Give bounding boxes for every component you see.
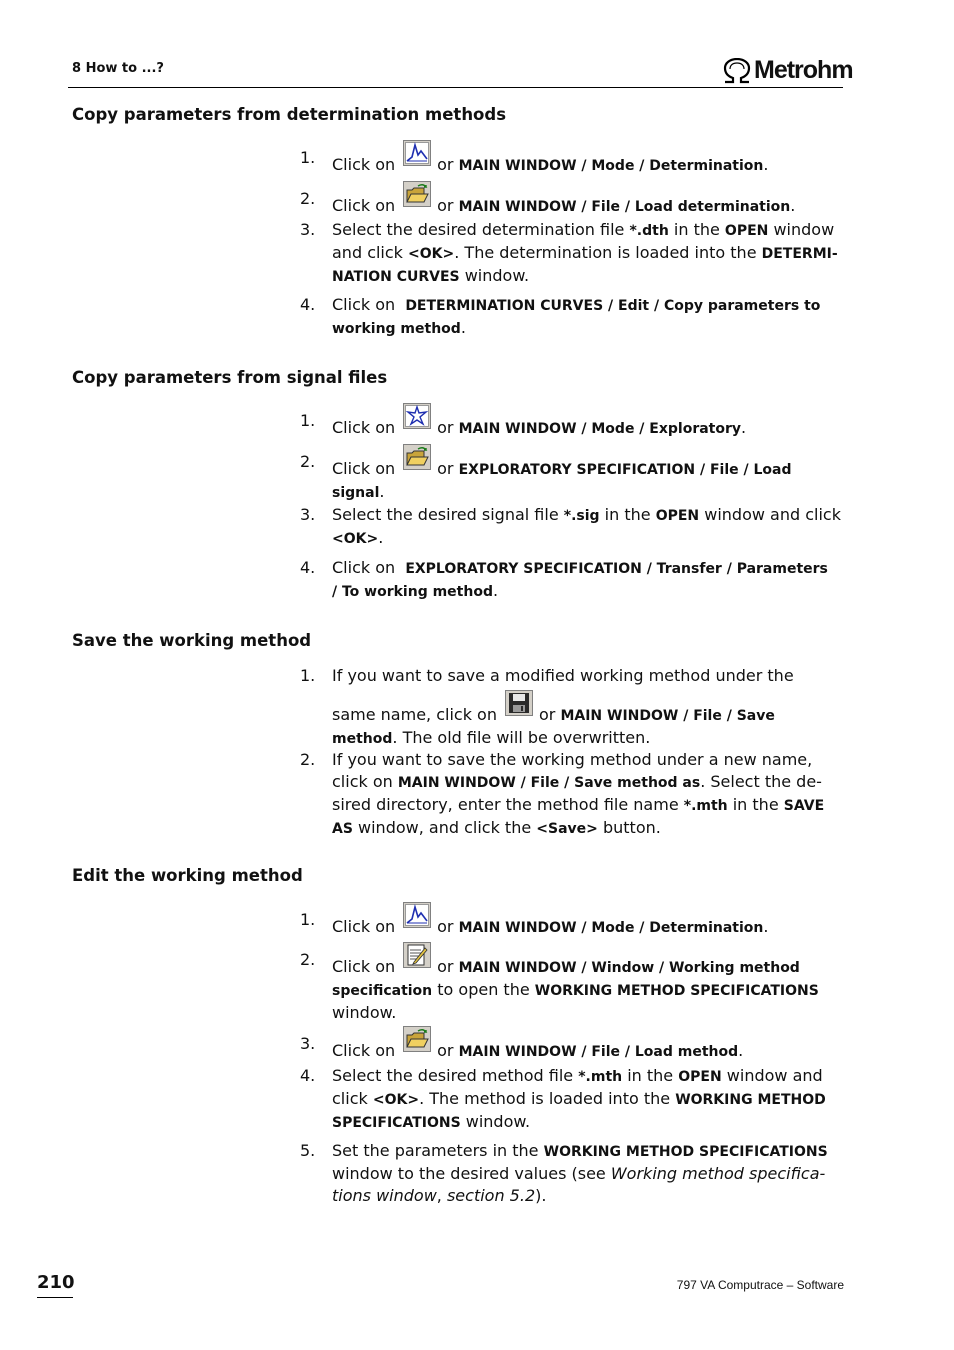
menu-path: MAIN WINDOW / Window / Working method [458, 960, 800, 976]
step-text: Select the desired determination file [332, 220, 625, 239]
exploratory-mode-icon[interactable] [403, 403, 431, 429]
step-number: 5. [300, 1141, 316, 1160]
metrohm-logo [722, 56, 853, 85]
window-name: WORKING METHOD SPECIFICATIONS [534, 983, 819, 999]
step-text: Click on [332, 957, 396, 976]
menu-path: MAIN WINDOW / File / Save [560, 708, 775, 724]
step-text: in the [732, 795, 779, 814]
button-name: <OK> [332, 531, 379, 547]
step-text: or [437, 155, 454, 174]
step-text: click on [332, 772, 393, 791]
step-text: or [437, 917, 454, 936]
step-text: window and [726, 1066, 823, 1085]
menu-path: method [332, 731, 393, 747]
step-number: 1. [300, 910, 316, 929]
step-text: Click on [332, 1041, 396, 1060]
section-title-copy-from-determination: Copy parameters from determination methods [72, 105, 507, 124]
step-text: click [332, 1089, 368, 1108]
step-text: window. [332, 1003, 397, 1022]
step-text: . [763, 917, 769, 936]
step-text: Click on [332, 418, 396, 437]
button-name: <Save> [536, 821, 598, 837]
step-text: If you want to save a modified working method under the [332, 666, 794, 685]
step-text: or [538, 705, 556, 724]
step-text: Select the desired method file [332, 1066, 574, 1085]
step-number: 2. [300, 189, 316, 208]
step-text: window and click [332, 220, 835, 262]
menu-path: MAIN WINDOW / Mode / Determination [458, 158, 764, 174]
menu-path: / To working method [332, 584, 493, 600]
step-text: same name, click on [332, 705, 497, 724]
step-number: 1. [300, 411, 316, 430]
open-folder-icon[interactable] [403, 181, 431, 207]
step-text: . The method is loaded into the [419, 1089, 671, 1108]
section-title-edit-working-method: Edit the working method [72, 866, 303, 885]
step-text: . [790, 196, 796, 215]
window-name: OPEN [724, 223, 769, 239]
step-text: to open the [437, 980, 530, 999]
header-rule [68, 87, 843, 88]
step-number: 2. [300, 950, 316, 969]
step-text: window, and click the [358, 818, 532, 837]
step-text: . [738, 1041, 744, 1060]
menu-path: MAIN WINDOW / Mode / Exploratory [458, 421, 742, 437]
step-text: in the [604, 505, 651, 524]
step-text: Click on [332, 917, 396, 936]
menu-path: MAIN WINDOW / Mode / Determination [458, 920, 764, 936]
determination-mode-icon[interactable] [403, 902, 431, 928]
step-text: , [436, 1186, 442, 1205]
menu-path: working method [332, 321, 461, 337]
menu-path: DETERMINATION CURVES / Edit / Copy parameters to [405, 298, 821, 314]
step-text: . [460, 318, 466, 337]
omega-logo-icon [722, 58, 752, 84]
logo-wordmark: Metrohm [754, 56, 853, 84]
step-text: button. [602, 818, 661, 837]
file-extension: *.mth [578, 1069, 623, 1085]
window-name: SAVE [783, 798, 825, 814]
step-text: or [437, 196, 454, 215]
footer-rule [37, 1297, 73, 1298]
step-number: 2. [300, 750, 316, 769]
step-text: in the [627, 1066, 674, 1085]
window-name: DETERMI- [761, 246, 838, 262]
step-text: Click on [332, 196, 396, 215]
step-number: 3. [300, 1034, 316, 1053]
step-text: . Select the de- [700, 772, 822, 791]
cross-reference-link[interactable]: Working method specifica- [610, 1164, 826, 1183]
step-text: . [379, 482, 385, 501]
step-text: window to the desired values (see [332, 1164, 606, 1183]
menu-path: MAIN WINDOW / File / Load determination [458, 199, 791, 215]
step-number: 3. [300, 220, 316, 239]
step-text: . [741, 418, 747, 437]
window-name: OPEN [655, 508, 700, 524]
step-text: window. [465, 1112, 531, 1131]
floppy-disk-icon[interactable] [505, 690, 533, 716]
step-text: or [437, 418, 454, 437]
step-number: 3. [300, 505, 316, 524]
step-text: . [378, 528, 384, 547]
footer-document-title: 797 VA Computrace – Software [676, 1278, 844, 1292]
window-name: NATION CURVES [332, 269, 460, 285]
step-text: Click on [332, 295, 396, 314]
step-text: or [437, 957, 454, 976]
step-number: 4. [300, 1066, 316, 1085]
menu-path: MAIN WINDOW / File / Save method as [397, 775, 701, 791]
step-text: or [437, 1041, 454, 1060]
step-text: Click on [332, 558, 396, 577]
step-text: Set the parameters in the [332, 1141, 539, 1160]
step-text: sired directory, enter the method file name [332, 795, 679, 814]
menu-path: EXPLORATORY SPECIFICATION / File / Load [458, 462, 792, 478]
open-folder-icon[interactable] [403, 1026, 431, 1052]
step-text: . [492, 581, 499, 600]
step-text: Click on [332, 459, 396, 478]
menu-path: specification [332, 983, 433, 999]
window-name: SPECIFICATIONS [332, 1115, 461, 1131]
step-text: . [763, 155, 769, 174]
menu-path: MAIN WINDOW / File / Load method [458, 1044, 739, 1060]
notepad-edit-icon[interactable] [403, 942, 431, 968]
step-text: in the [673, 220, 720, 239]
window-name: OPEN [678, 1069, 722, 1085]
button-name: <OK> [372, 1092, 420, 1108]
step-text: . The old file will be overwritten. [392, 728, 651, 747]
running-header-section: 8 How to ...? [72, 61, 164, 76]
step-text: window and click [704, 505, 841, 524]
step-number: 1. [300, 148, 316, 167]
step-number: 1. [300, 666, 316, 685]
section-title-save-working-method: Save the working method [72, 631, 312, 650]
step-text: Select the desired signal file [332, 505, 559, 524]
file-extension: *.dth [629, 223, 669, 239]
file-extension: *.mth [683, 798, 728, 814]
menu-path: signal [332, 485, 380, 501]
step-number: 4. [300, 558, 316, 577]
step-text: . The determination is loaded into the [454, 243, 757, 262]
button-name: <OK> [408, 246, 455, 262]
step-number: 2. [300, 452, 316, 471]
step-text: ). [535, 1186, 547, 1205]
window-name: AS [332, 821, 353, 837]
step-text: or [437, 459, 454, 478]
step-text: Click on [332, 155, 396, 174]
file-extension: *.sig [563, 508, 600, 524]
section-title-copy-from-signal: Copy parameters from signal files [72, 368, 388, 387]
cross-reference-link[interactable]: tions window [332, 1186, 437, 1205]
open-folder-icon[interactable] [403, 444, 431, 470]
step-number: 4. [300, 295, 316, 314]
cross-reference-link[interactable]: section 5.2 [446, 1186, 536, 1205]
step-text: window. [464, 266, 530, 285]
window-name: WORKING METHOD [675, 1092, 826, 1108]
window-name: WORKING METHOD SPECIFICATIONS [543, 1144, 828, 1160]
page-number: 210 [37, 1272, 75, 1293]
determination-mode-icon[interactable] [403, 140, 431, 166]
menu-path: EXPLORATORY SPECIFICATION / Transfer / Parameters [405, 561, 828, 577]
step-text: If you want to save the working method under a new name, [332, 750, 813, 769]
